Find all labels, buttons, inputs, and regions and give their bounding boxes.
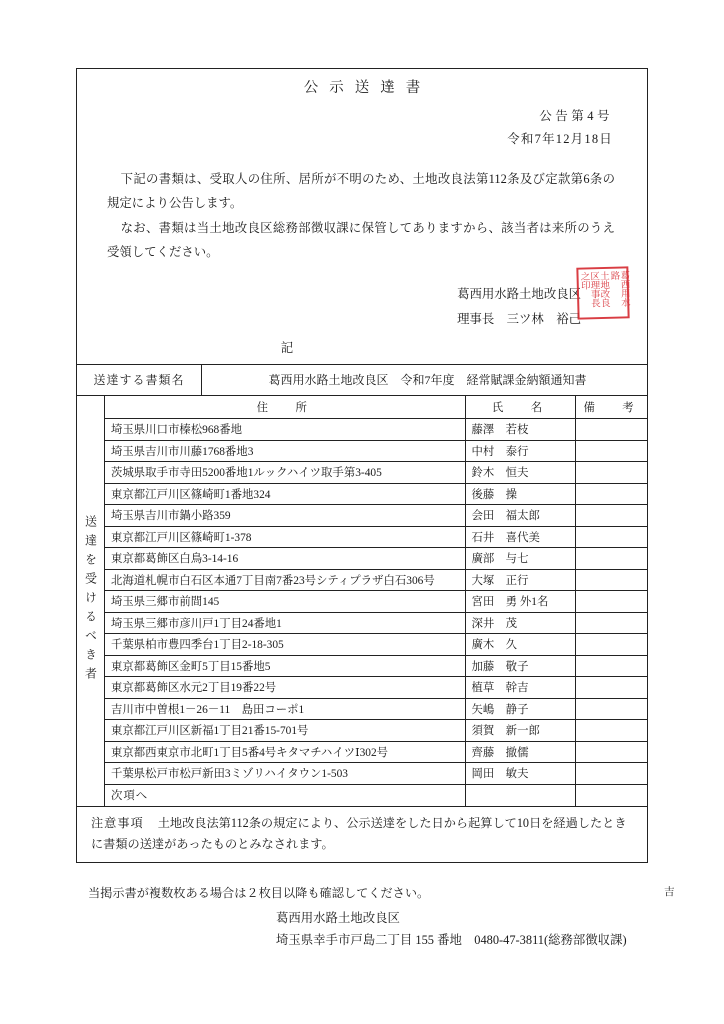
cell-address: 千葉県柏市豊四季台1丁目2-18-305 (105, 634, 465, 656)
recipients-side-label-text: 送達を受けるべき者 (83, 515, 98, 687)
caution-text: 土地改良法第112条の規定により、公示送達をした日から起算して10日を経過したときに書類の送達があったものとみなされます。 (91, 815, 627, 851)
cell-name: 会田 福太郎 (465, 505, 575, 527)
cell-address: 千葉県松戸市松戸新田3ミゾリハイタウン1-503 (105, 763, 465, 785)
cell-address: 埼玉県吉川市川藤1768番地3 (105, 440, 465, 462)
cell-note (575, 505, 647, 527)
cell-note (575, 569, 647, 591)
cell-address: 茨城県取手市寺田5200番地1ルックハイツ取手第3-405 (105, 462, 465, 484)
cell-note (575, 720, 647, 742)
recipients-section (77, 395, 647, 806)
corner-mark: 吉 (664, 887, 675, 898)
table-row (105, 698, 647, 720)
column-header-note: 備 考 (575, 396, 647, 419)
cell-name: 中村 泰行 (465, 440, 575, 462)
recipients-table (105, 396, 647, 806)
table-row (105, 462, 647, 484)
ki-marker: 記 (280, 340, 294, 355)
cell-name: 大塚 正行 (465, 569, 575, 591)
recipients-side-label (77, 396, 105, 806)
table-row (105, 741, 647, 763)
cell-address: 東京都江戸川区篠崎町1番地324 (105, 483, 465, 505)
official-seal-icon (576, 266, 629, 319)
delivered-document-label: 送達する書類名 (77, 365, 202, 395)
cell-address: 東京都葛飾区水元2丁目19番22号 (105, 677, 465, 699)
cell-note (575, 655, 647, 677)
column-header-name: 氏 名 (465, 396, 575, 419)
caution-block (77, 806, 647, 863)
column-header-address: 住 所 (105, 396, 465, 419)
cell-name: 齊藤 撤儒 (465, 741, 575, 763)
table-row (105, 440, 647, 462)
cell-address: 吉川市中曽根1－26－11 島田コーポ1 (105, 698, 465, 720)
page-title: 公示送達書 (303, 79, 432, 96)
cell-note (575, 526, 647, 548)
cell-name: 岡田 敏夫 (465, 763, 575, 785)
cell-note (575, 741, 647, 763)
table-header-row (105, 396, 647, 419)
table-row (105, 548, 647, 570)
caution-label: 注意事項 (91, 815, 144, 830)
cell-address: 東京都西東京市北町1丁目5番4号キタマチハイツⅠ302号 (105, 741, 465, 763)
body-paragraph-1: 下記の書類は、受取人の住所、居所が不明のため、土地改良法第112条及び定款第6条の規定により公告します。 (107, 172, 615, 211)
cell-note (575, 784, 647, 806)
cell-note (575, 548, 647, 570)
seal-text-right: 葛西用水路 (608, 270, 630, 307)
cell-name: 宮田 勇 外1名 (465, 591, 575, 613)
cell-note (575, 419, 647, 441)
table-row-next (105, 784, 647, 806)
cell-address: 東京都葛飾区金町5丁目15番地5 (105, 655, 465, 677)
cell-name: 廣木 久 (465, 634, 575, 656)
cell-name: 藤澤 若枝 (465, 419, 575, 441)
cell-name (465, 784, 575, 806)
table-row (105, 655, 647, 677)
cell-note (575, 462, 647, 484)
table-row (105, 569, 647, 591)
cell-note (575, 763, 647, 785)
cell-name: 須賀 新一郎 (465, 720, 575, 742)
cell-name: 後藤 操 (465, 483, 575, 505)
signature-org: 葛西用水路土地改良区 (457, 287, 581, 301)
table-row (105, 526, 647, 548)
cell-name: 石井 喜代美 (465, 526, 575, 548)
cell-name: 加藤 敬子 (465, 655, 575, 677)
cell-note (575, 634, 647, 656)
table-row (105, 763, 647, 785)
table-row (105, 483, 647, 505)
cell-note (575, 612, 647, 634)
cell-address: 東京都葛飾区白鳥3-14-16 (105, 548, 465, 570)
notice-date: 令和7年12月18日 (507, 132, 613, 147)
title-row (77, 69, 647, 103)
cell-address: 埼玉県三郷市前間145 (105, 591, 465, 613)
signature-name: 理事長 三ツ林 裕己 (457, 311, 581, 326)
cell-address: 北海道札幌市白石区本通7丁目南7番23号シティプラザ白石306号 (105, 569, 465, 591)
notice-meta (77, 105, 647, 151)
cell-note (575, 677, 647, 699)
footer-address: 埼玉県幸手市戸島二丁目 155 番地 0480-47-3811(総務部徴収課) (276, 933, 627, 947)
recipients-table-wrap (105, 396, 647, 806)
table-row (105, 634, 647, 656)
notice-number: 公告第4号 (539, 109, 613, 123)
signature-block (77, 282, 647, 332)
cell-note (575, 440, 647, 462)
cell-name: 廣部 与七 (465, 548, 575, 570)
cell-name: 鈴木 恒夫 (465, 462, 575, 484)
cell-note (575, 591, 647, 613)
cell-next-page: 次項へ (111, 790, 149, 803)
seal-text-left: 土地改良区理事長之印 (578, 270, 609, 308)
delivered-document-band (77, 364, 647, 395)
cell-note (575, 698, 647, 720)
delivered-document-value: 葛西用水路土地改良区 令和7年度 経常賦課金納額通知書 (268, 373, 587, 388)
document-frame (76, 68, 648, 863)
table-row (105, 612, 647, 634)
cell-address: 埼玉県吉川市鍋小路359 (105, 505, 465, 527)
table-row (105, 591, 647, 613)
table-row (105, 505, 647, 527)
body-text (77, 167, 647, 264)
cell-address: 東京都江戸川区新福1丁目21番15-701号 (105, 720, 465, 742)
table-row (105, 720, 647, 742)
multi-sheet-note: 当掲示書が複数枚ある場合は２枚目以降も確認してください。 (88, 886, 430, 900)
cell-name: 深井 茂 (465, 612, 575, 634)
body-paragraph-2: なお、書類は当土地改良区総務部徴収課に保管してありますから、該当者は来所のうえ受領してください。 (107, 220, 615, 259)
cell-address: 東京都江戸川区篠崎町1-378 (105, 526, 465, 548)
cell-note (575, 483, 647, 505)
cell-name: 矢嶋 静子 (465, 698, 575, 720)
table-row (105, 677, 647, 699)
footer-org: 葛西用水路土地改良区 (276, 911, 400, 925)
cell-address: 埼玉県三郷市彦川戸1丁目24番地1 (105, 612, 465, 634)
cell-address: 埼玉県川口市榛松968番地 (105, 419, 465, 441)
table-row (105, 419, 647, 441)
cell-name: 植草 幹吉 (465, 677, 575, 699)
